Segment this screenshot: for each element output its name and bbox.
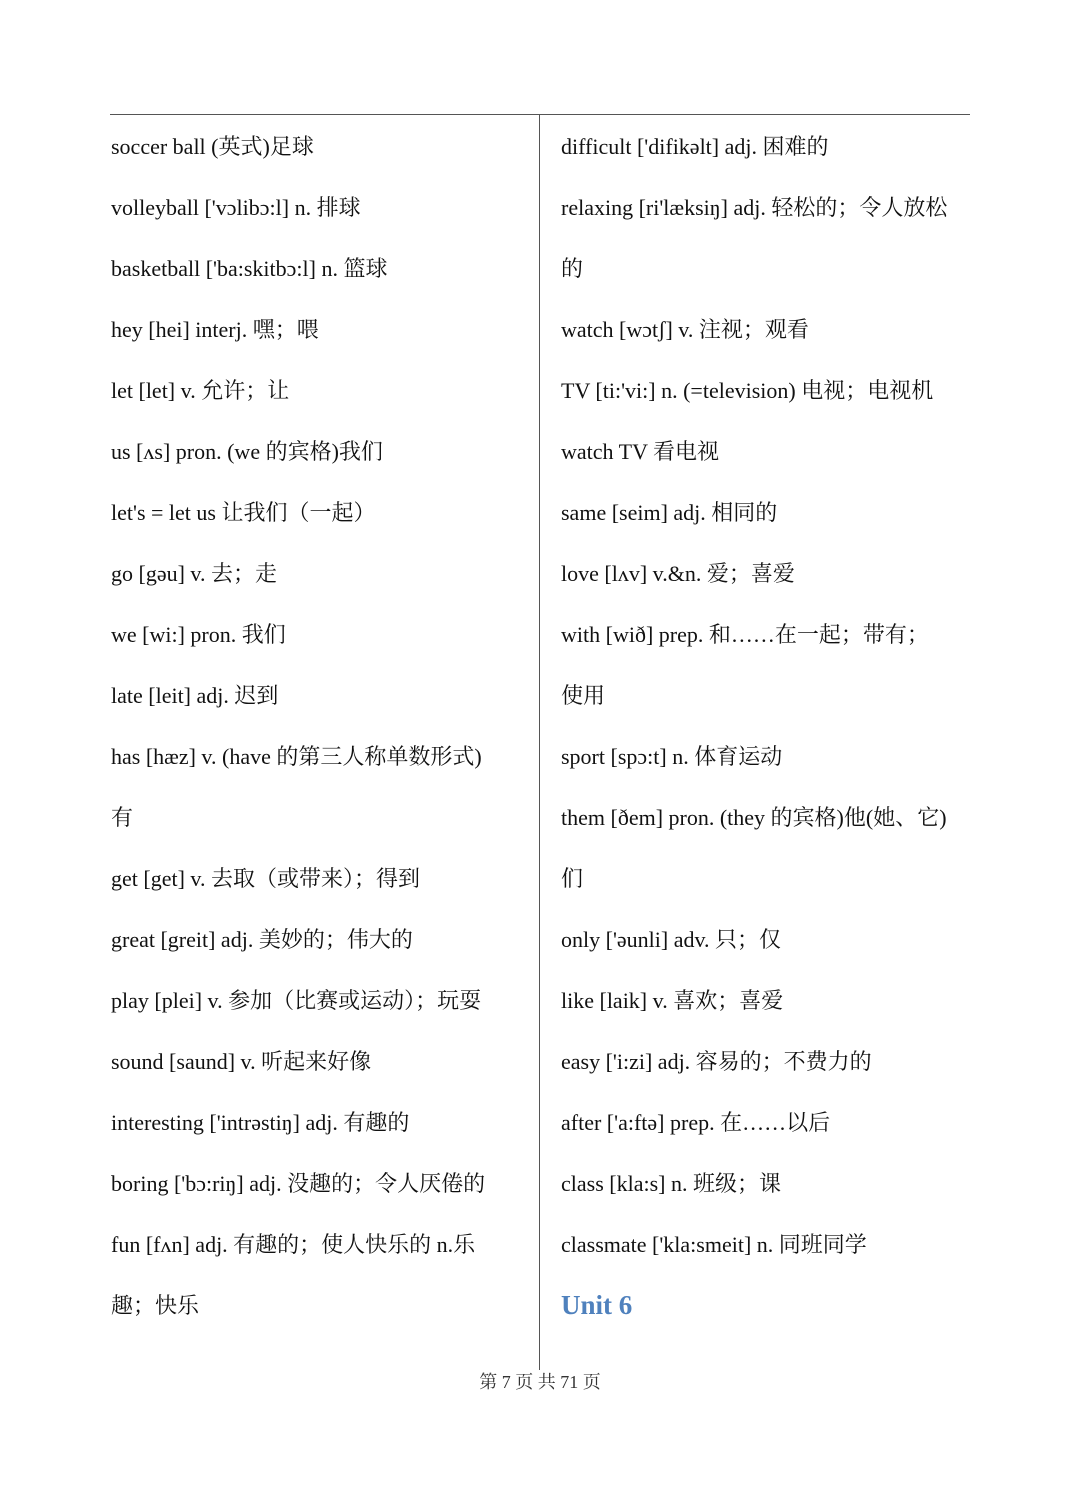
top-rule xyxy=(110,114,970,115)
vocab-entry: hey [hei] interj. 嘿；喂 xyxy=(111,317,319,342)
vocab-entry-continuation: 使用 xyxy=(561,683,606,708)
vocab-entry: basketball ['ba:skitbɔ:l] n. 篮球 xyxy=(111,256,388,281)
vocab-entry: watch [wɔtʃ] v. 注视；观看 xyxy=(561,317,809,342)
vocab-entry: let's = let us 让我们（一起） xyxy=(111,500,376,525)
vocab-entry: sound [saund] v. 听起来好像 xyxy=(111,1049,372,1074)
vocab-entry: only ['əunli] adv. 只；仅 xyxy=(561,927,782,952)
vocab-entry: relaxing [ri'læksiŋ] adj. 轻松的；令人放松 xyxy=(561,195,948,220)
vocab-entry: class [kla:s] n. 班级；课 xyxy=(561,1171,781,1196)
vocab-entry: after ['a:ftə] prep. 在……以后 xyxy=(561,1110,831,1135)
left-column xyxy=(111,116,523,1336)
vocab-entry: easy ['i:zi] adj. 容易的；不费力的 xyxy=(561,1049,872,1074)
vocab-entry: us [ʌs] pron. (we 的宾格)我们 xyxy=(111,439,383,464)
vocab-entry: fun [fʌn] adj. 有趣的；使人快乐的 n.乐 xyxy=(111,1232,476,1257)
vocab-entry: TV [ti:'vi:] n. (=television) 电视；电视机 xyxy=(561,378,934,403)
vocab-entry: same [seim] adj. 相同的 xyxy=(561,500,778,525)
right-column xyxy=(561,116,973,1336)
vocab-entry: sport [spɔ:t] n. 体育运动 xyxy=(561,744,783,769)
vocab-entry: great [greit] adj. 美妙的；伟大的 xyxy=(111,927,413,952)
vocab-entry: boring ['bɔ:riŋ] adj. 没趣的；令人厌倦的 xyxy=(111,1171,486,1196)
vocab-entry: late [leit] adj. 迟到 xyxy=(111,683,279,708)
vocab-entry: get [get] v. 去取（或带来）；得到 xyxy=(111,866,420,891)
vocab-entry-continuation: 趣；快乐 xyxy=(111,1293,200,1318)
vocab-entry-continuation: 的 xyxy=(561,256,584,281)
page-footer: 第 7 页 共 71 页 xyxy=(479,1372,601,1392)
unit-heading: Unit 6 xyxy=(561,1290,633,1320)
vocab-entry: watch TV 看电视 xyxy=(561,439,720,464)
vocab-entry-continuation: 们 xyxy=(561,866,584,891)
vocab-entry: classmate ['kla:smeit] n. 同班同学 xyxy=(561,1232,867,1257)
vocab-entry: interesting ['intrəstiŋ] adj. 有趣的 xyxy=(111,1110,410,1135)
vocab-entry: difficult ['difikəlt] adj. 困难的 xyxy=(561,134,829,159)
vocab-entry: with [wið] prep. 和……在一起；带有； xyxy=(561,622,929,647)
vocab-entry-continuation: 有 xyxy=(111,805,134,830)
vocab-entry: go [gəu] v. 去；走 xyxy=(111,561,277,586)
vocab-entry: them [ðem] pron. (they 的宾格)他(她、它) xyxy=(561,805,947,830)
vocab-entry: play [plei] v. 参加（比赛或运动）；玩耍 xyxy=(111,988,482,1013)
vocab-entry: let [let] v. 允许；让 xyxy=(111,378,290,403)
vocab-entry: like [laik] v. 喜欢；喜爱 xyxy=(561,988,784,1013)
vocab-entry: love [lʌv] v.&n. 爱；喜爱 xyxy=(561,561,795,586)
column-divider xyxy=(539,114,540,1370)
vocab-entry: we [wi:] pron. 我们 xyxy=(111,622,286,647)
vocab-entry: volleyball ['vɔlibɔ:l] n. 排球 xyxy=(111,195,361,220)
vocab-entry: has [hæz] v. (have 的第三人称单数形式) xyxy=(111,744,482,769)
vocab-entry: soccer ball (英式)足球 xyxy=(111,134,314,159)
